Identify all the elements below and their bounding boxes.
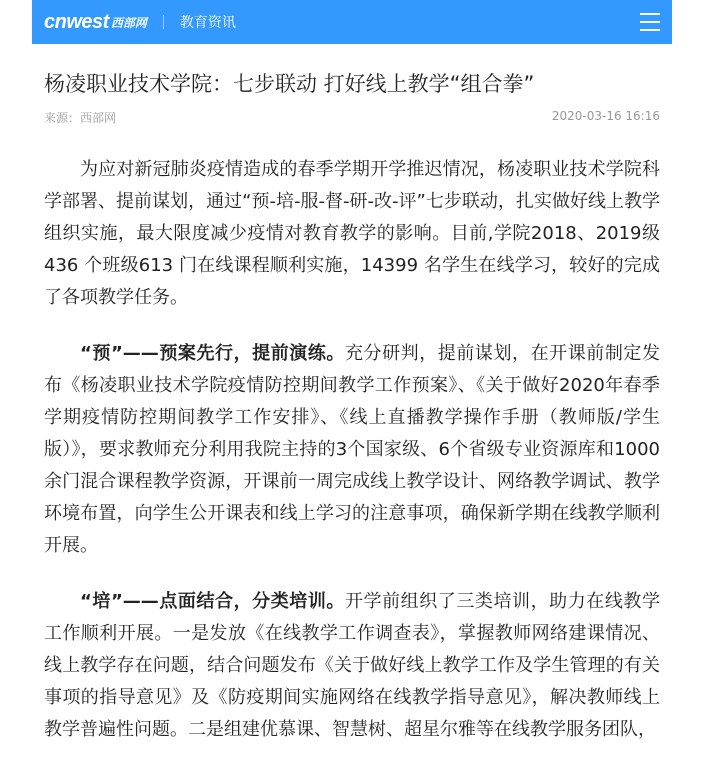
- article-title: 杨凌职业技术学院：七步联动 打好线上教学“组合拳”: [44, 72, 535, 96]
- article-meta: [44, 109, 660, 126]
- article-body: [44, 154, 660, 770]
- site-header: [32, 0, 672, 44]
- paragraph-lead: “培”——点面结合，分类培训。: [80, 591, 345, 612]
- channel-link[interactable]: 教育资讯: [179, 15, 236, 31]
- site-logo[interactable]: [44, 11, 147, 34]
- paragraph-text: 开学前组织了三类培训，助力在线教学工作顺利开展。一是发放《在线教学工作调查表》，掌握教师网络建课情况、线上教学存在问题，结合问题发布《关于做好线上教学工作及学生管理的有关事项的指导意见》及《防疫期间实施网络在线教学指导意见》，解决教师线上教学普遍性问题。二是组建优慕课、智慧树、超星尔雅等在线教学服务团队，: [44, 591, 660, 740]
- paragraph-text: 为应对新冠肺炎疫情造成的春季学期开学推迟情况，杨凌职业技术学院科学部署、提前谋划，通过“预-培-服-督-研-改-评”七步联动，扎实做好线上教学组织实施，最大限度减少疫情对教育教学的影响。目前,学院2018、2019级436 个班级613 门在线课程顺利实施，14399 名学生在线学习，较好的完成了各项教学任务。: [44, 159, 660, 308]
- paragraph: [44, 338, 660, 562]
- article-datetime: 2020-03-16 16:16: [551, 109, 660, 123]
- hamburger-menu-icon[interactable]: [640, 13, 660, 31]
- logo-cn-text: 西部网: [110, 15, 147, 30]
- paragraph: [44, 586, 660, 746]
- paragraph-text: 充分研判，提前谋划，在开课前制定发布《杨凌职业技术学院疫情防控期间教学工作预案》、《关于做好2020年春季学期疫情防控期间教学工作安排》、《线上直播教学操作手册（教师版/学生版）》，要求教师充分利用我院主持的3个国家级、6个省级专业资源库和1000余门混合课程教学资源，开课前一周完成线上教学设计、网络教学调试、教学环境布置，向学生公开课表和线上学习的注意事项，确保新学期在线教学顺利开展。: [44, 343, 660, 556]
- logo-text: cnwest: [44, 10, 109, 33]
- header-divider: [163, 15, 164, 29]
- paragraph-lead: “预”——预案先行，提前演练。: [80, 343, 345, 364]
- article-source: 来源：西部网: [44, 111, 117, 125]
- paragraph: [44, 154, 660, 314]
